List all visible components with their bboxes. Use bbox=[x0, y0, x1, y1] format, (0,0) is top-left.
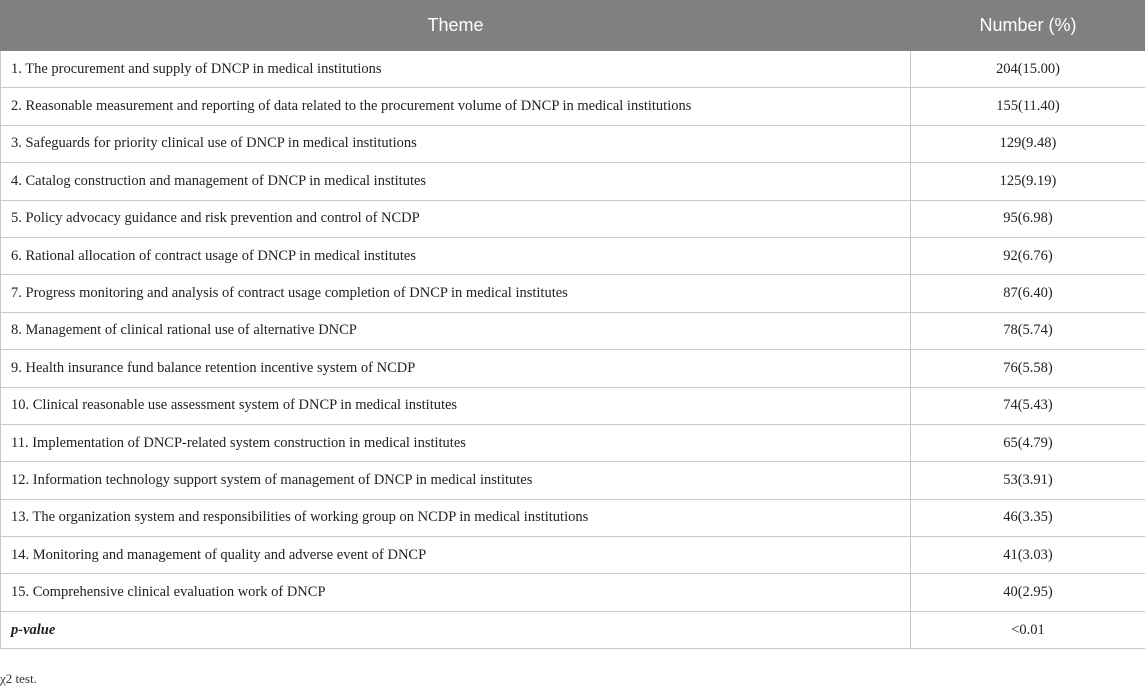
table-row bbox=[1, 537, 1145, 574]
number-cell: 155(11.40) bbox=[911, 88, 1145, 125]
theme-cell: 13. The organization system and responsibilities of working group on NCDP in medical institutions bbox=[1, 499, 911, 536]
number-cell: 87(6.40) bbox=[911, 275, 1145, 312]
number-cell: 78(5.74) bbox=[911, 312, 1145, 349]
theme-cell: 10. Clinical reasonable use assessment system of DNCP in medical institutes bbox=[1, 387, 911, 424]
theme-cell: 8. Management of clinical rational use of alternative DNCP bbox=[1, 312, 911, 349]
table-row bbox=[1, 200, 1145, 237]
number-cell: 65(4.79) bbox=[911, 424, 1145, 461]
theme-cell: 9. Health insurance fund balance retention incentive system of NCDP bbox=[1, 350, 911, 387]
number-cell: 95(6.98) bbox=[911, 200, 1145, 237]
theme-cell: 15. Comprehensive clinical evaluation work of DNCP bbox=[1, 574, 911, 611]
number-cell: 129(9.48) bbox=[911, 125, 1145, 162]
table-row bbox=[1, 462, 1145, 499]
pvalue-row bbox=[1, 611, 1145, 648]
theme-cell: 11. Implementation of DNCP-related system construction in medical institutes bbox=[1, 424, 911, 461]
number-cell: 74(5.43) bbox=[911, 387, 1145, 424]
table-row bbox=[1, 88, 1145, 125]
number-cell: 41(3.03) bbox=[911, 537, 1145, 574]
number-cell: 92(6.76) bbox=[911, 237, 1145, 274]
table-footnote: χ2 test. bbox=[0, 671, 37, 686]
number-cell: 76(5.58) bbox=[911, 350, 1145, 387]
theme-cell: 7. Progress monitoring and analysis of contract usage completion of DNCP in medical institutes bbox=[1, 275, 911, 312]
theme-cell: 14. Monitoring and management of quality and adverse event of DNCP bbox=[1, 537, 911, 574]
number-cell: 40(2.95) bbox=[911, 574, 1145, 611]
table-row bbox=[1, 424, 1145, 461]
pvalue-label: p-value bbox=[1, 611, 911, 648]
table-row bbox=[1, 237, 1145, 274]
theme-cell: 4. Catalog construction and management of DNCP in medical institutes bbox=[1, 163, 911, 200]
table-row bbox=[1, 387, 1145, 424]
table-header bbox=[1, 1, 1145, 51]
pvalue-value: <0.01 bbox=[911, 611, 1145, 648]
theme-cell: 2. Reasonable measurement and reporting of data related to the procurement volume of DNCP in medical institutions bbox=[1, 88, 911, 125]
theme-cell: 5. Policy advocacy guidance and risk prevention and control of NCDP bbox=[1, 200, 911, 237]
header-theme: Theme bbox=[1, 1, 911, 51]
number-cell: 125(9.19) bbox=[911, 163, 1145, 200]
number-cell: 46(3.35) bbox=[911, 499, 1145, 536]
theme-cell: 1. The procurement and supply of DNCP in medical institutions bbox=[1, 51, 911, 88]
theme-cell: 3. Safeguards for priority clinical use of DNCP in medical institutions bbox=[1, 125, 911, 162]
table-row bbox=[1, 275, 1145, 312]
table-body bbox=[1, 51, 1145, 649]
header-number: Number (%) bbox=[911, 1, 1145, 51]
table-row bbox=[1, 51, 1145, 88]
table-row bbox=[1, 574, 1145, 611]
number-cell: 53(3.91) bbox=[911, 462, 1145, 499]
table-row bbox=[1, 350, 1145, 387]
header-row bbox=[1, 1, 1145, 51]
theme-cell: 12. Information technology support system of management of DNCP in medical institutes bbox=[1, 462, 911, 499]
table-row bbox=[1, 163, 1145, 200]
table-row bbox=[1, 499, 1145, 536]
table-row bbox=[1, 125, 1145, 162]
number-cell: 204(15.00) bbox=[911, 51, 1145, 88]
table-row bbox=[1, 312, 1145, 349]
theme-cell: 6. Rational allocation of contract usage of DNCP in medical institutes bbox=[1, 237, 911, 274]
